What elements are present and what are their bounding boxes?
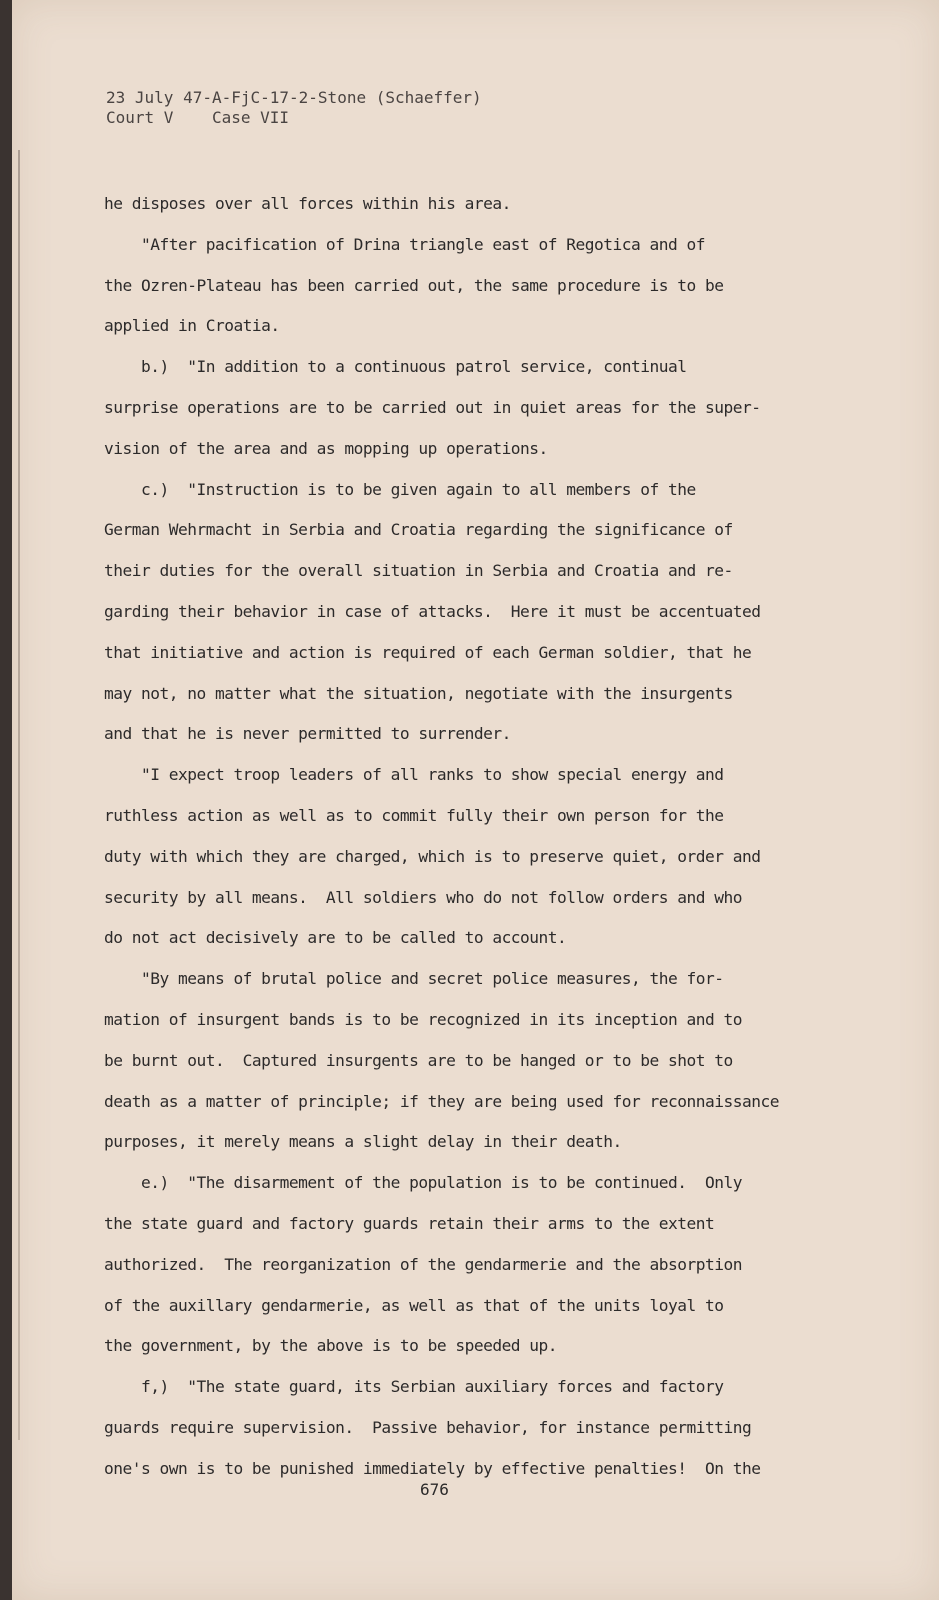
text-line: purposes, it merely means a slight delay in their death.	[104, 1132, 622, 1152]
text-line: vision of the area and as mopping up operations.	[104, 438, 548, 458]
text-line: f,) "The state guard, its Serbian auxiliary forces and factory	[104, 1377, 724, 1397]
text-line: security by all means. All soldiers who do not follow orders and who	[104, 887, 742, 907]
text-line: b.) "In addition to a continuous patrol service, continual	[104, 357, 687, 377]
header-court-case: Court V Case VII	[106, 108, 290, 127]
text-line: surprise operations are to be carried out in quiet areas for the super-	[104, 397, 761, 417]
text-line: applied in Croatia.	[104, 316, 280, 336]
document-header	[106, 88, 482, 128]
text-line: of the auxillary gendarmerie, as well as that of the units loyal to	[104, 1295, 724, 1315]
document-page	[12, 0, 939, 1600]
text-line: e.) "The disarmement of the population is to be continued. Only	[104, 1173, 742, 1193]
text-line: "After pacification of Drina triangle east of Regotica and of	[104, 234, 705, 254]
text-line: "I expect troop leaders of all ranks to show special energy and	[104, 765, 724, 785]
text-line: the government, by the above is to be speeded up.	[104, 1336, 558, 1356]
text-line: mation of insurgent bands is to be recognized in its inception and to	[104, 1009, 742, 1029]
text-line: German Wehrmacht in Serbia and Croatia regarding the significance of	[104, 520, 733, 540]
text-line: duty with which they are charged, which is to preserve quiet, order and	[104, 846, 761, 866]
text-line: be burnt out. Captured insurgents are to be hanged or to be shot to	[104, 1050, 733, 1070]
text-line: do not act decisively are to be called to account.	[104, 928, 567, 948]
text-line: one's own is to be punished immediately by effective penalties! On the	[104, 1458, 761, 1478]
text-line: the Ozren-Plateau has been carried out, the same procedure is to be	[104, 275, 724, 295]
text-line: guards require supervision. Passive behavior, for instance permitting	[104, 1417, 752, 1437]
header-date-reference: 23 July 47-A-FjC-17-2-Stone (Schaeffer)	[106, 88, 482, 107]
text-line: that initiative and action is required of each German soldier, that he	[104, 642, 752, 662]
text-line: and that he is never permitted to surrender.	[104, 724, 511, 744]
text-line: their duties for the overall situation in Serbia and Croatia and re-	[104, 561, 733, 581]
text-line: ruthless action as well as to commit fully their own person for the	[104, 805, 724, 825]
text-line: the state guard and factory guards retain their arms to the extent	[104, 1213, 715, 1233]
text-line: c.) "Instruction is to be given again to all members of the	[104, 479, 696, 499]
text-line: garding their behavior in case of attacks. Here it must be accentuated	[104, 601, 761, 621]
text-line: "By means of brutal police and secret police measures, the for-	[104, 969, 724, 989]
text-line: authorized. The reorganization of the gendarmerie and the absorption	[104, 1254, 742, 1274]
page-number: 676	[420, 1480, 449, 1499]
text-line: he disposes over all forces within his area.	[104, 194, 511, 213]
page-edge-fold	[18, 150, 20, 1440]
text-line: may not, no matter what the situation, negotiate with the insurgents	[104, 683, 733, 703]
body-text	[104, 184, 844, 1490]
text-line: death as a matter of principle; if they are being used for reconnaissance	[104, 1091, 779, 1111]
